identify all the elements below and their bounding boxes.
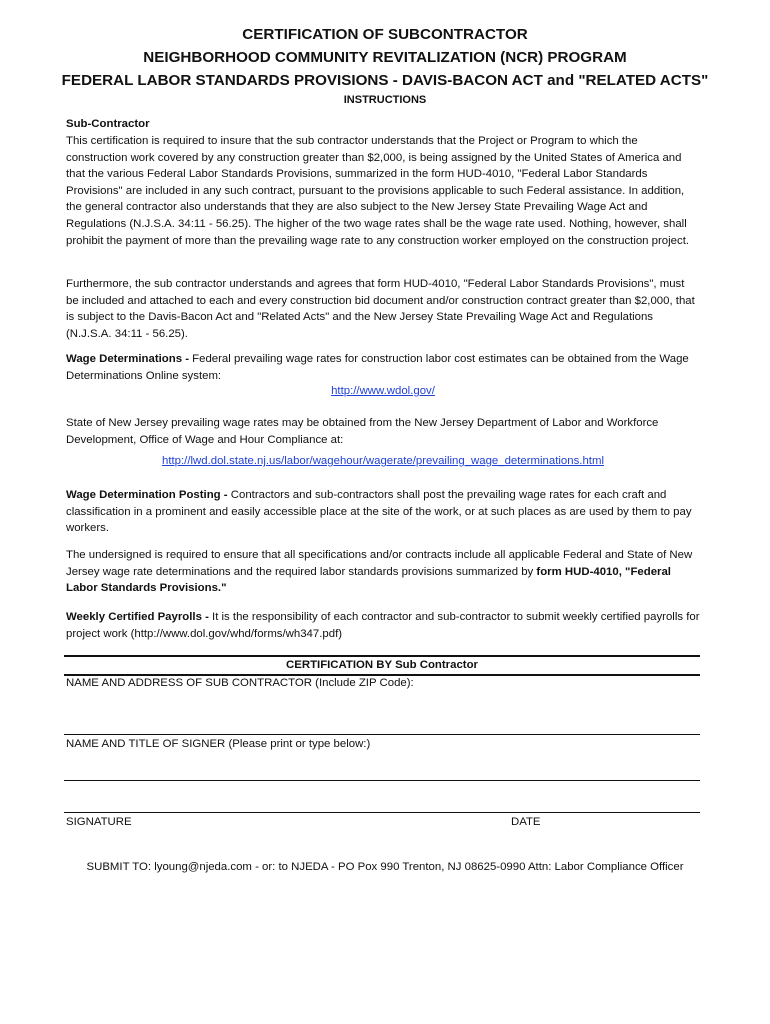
wage-posting-text: Contractors and sub-contractors shall post the prevailing wage rates for each craft and classification in a prominent and easily accessible place at the site of the work, or at such places as are used by them to pay workers. — [66, 489, 692, 535]
undersigned-form-reference: form HUD-4010, "Federal Labor Standards Provisions." — [66, 565, 671, 595]
provisions-title: FEDERAL LABOR STANDARDS PROVISIONS - DAVIS-BACON ACT and "RELATED ACTS" — [61, 72, 709, 89]
date-label: DATE — [511, 816, 541, 828]
wage-determinations-label: Wage Determinations - — [66, 353, 193, 365]
certified-payrolls-paragraph — [66, 609, 700, 642]
wage-posting-paragraph — [66, 487, 700, 537]
certification-heading-divider — [64, 674, 700, 676]
name-address-label: NAME AND ADDRESS OF SUB CONTRACTOR (Include ZIP Code): — [66, 677, 414, 689]
subcontractor-heading: Sub-Contractor — [66, 118, 150, 130]
wdol-link-row — [66, 383, 700, 400]
signature-field-line[interactable] — [64, 812, 700, 813]
instructions-paragraph-1: This certification is required to insure that the sub contractor understands that the Project or Program to which the construction work covered by any construction greater than $2,000, is being assigned by the United States of America and that the various Federal Labor Standards Provisions, summarized in the form HUD-4010, "Federal Labor Standards Provisions" are included in any such contract, pursuant to the provisions applicable to such Federal assistance. In addition, the general contractor also understands that they are also subject to the New Jersey State Prevailing Wage Act and Regulations (N.J.S.A. 34:11 - 56.25). The higher of the two wage rates shall be the wage rate used. Nothing, however, shall prohibit the payment of more than the prevailing wage rate to any construction worker employed on the construction project. — [66, 135, 690, 247]
certified-payrolls-label: Weekly Certified Payrolls - — [66, 611, 213, 623]
undersigned-text: The undersigned is required to ensure that all specifications and/or contracts include all applicable Federal and State of New Jersey wage rate determinations and the required labor standards provisions summarized by — [66, 549, 693, 578]
wage-posting-label: Wage Determination Posting - — [66, 489, 231, 501]
submit-instructions: SUBMIT TO: lyoung@njeda.com - or: to NJEDA - PO Pox 990 Trenton, NJ 08625-0990 Attn: Labor Compliance Officer — [86, 861, 684, 873]
instructions-paragraph-2: Furthermore, the sub contractor understands and agrees that form HUD-4010, "Federal Labor Standards Provisions", must be included and attached to each and every construction bid document and/or construction contract greater than $2,000, that is subject to the Davis-Bacon Act and "Related Acts" and the New Jersey State Prevailing Wage Act and Regulations (N.J.S.A. 34:11 - 56.25). — [66, 278, 695, 340]
name-title-label: NAME AND TITLE OF SIGNER (Please print or type below:) — [66, 738, 371, 750]
certification-heading: CERTIFICATION BY Sub Contractor — [286, 659, 478, 671]
nj-link-row — [66, 453, 700, 470]
certification-top-divider — [64, 655, 700, 657]
nj-wage-determinations-link[interactable]: http://lwd.dol.state.nj.us/labor/wagehour/wagerate/prevailing_wage_determinations.html — [162, 455, 604, 467]
certified-payrolls-text: It is the responsibility of each contractor and sub-contractor to submit weekly certified payrolls for project work (http://www.dol.gov/whd/forms/wh347.pdf) — [66, 611, 700, 640]
undersigned-paragraph — [66, 547, 700, 597]
name-title-field-line[interactable] — [64, 780, 700, 781]
program-title: NEIGHBORHOOD COMMUNITY REVITALIZATION (NCR) PROGRAM — [143, 49, 627, 66]
name-address-field-line[interactable] — [64, 734, 700, 735]
wage-determinations-text: Federal prevailing wage rates for construction labor cost estimates can be obtained from the Wage Determinations Online system: — [66, 353, 689, 382]
wdol-link[interactable]: http://www.wdol.gov/ — [331, 385, 435, 397]
nj-wage-rates-paragraph: State of New Jersey prevailing wage rates may be obtained from the New Jersey Department of Labor and Workforce Development, Office of Wage and Hour Compliance at: — [66, 417, 659, 446]
form-title: CERTIFICATION OF SUBCONTRACTOR — [242, 26, 528, 43]
wage-determinations-paragraph — [66, 351, 700, 384]
signature-label: SIGNATURE — [66, 816, 132, 828]
instructions-heading: INSTRUCTIONS — [343, 94, 427, 106]
